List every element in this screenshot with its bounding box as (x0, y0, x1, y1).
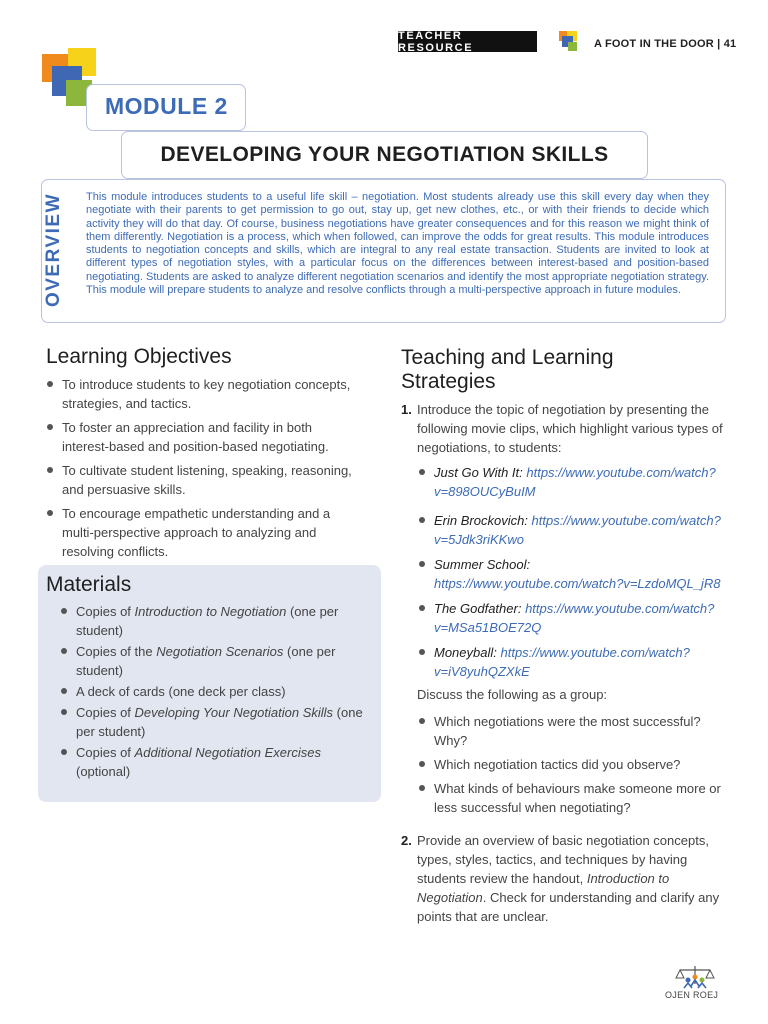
overview-label: OVERVIEW (43, 192, 64, 308)
list-item: To introduce students to key negotiation concepts, strategies, and tactics. (46, 375, 356, 413)
discussion-question-list (418, 712, 723, 822)
step-text: Provide an overview of basic negotiation concepts, types, styles, tactics, and techniques by having students review the handout, Introduction to Negotiation. Check for understanding and clarify any points that are unclear. (417, 833, 720, 924)
list-item: To encourage empathetic understanding and a multi-perspective approach to analyzing and resolving conflicts. (46, 504, 356, 561)
movie-clip-list (418, 463, 723, 687)
list-item: Summer School: https://www.youtube.com/watch?v=LzdoMQL_jR8 (418, 555, 723, 593)
list-item: A deck of cards (one deck per class) (60, 682, 370, 701)
discuss-prompt: Discuss the following as a group: (417, 687, 608, 702)
list-item: Erin Brockovich: https://www.youtube.com/watch?v=5Jdk3riKKwo (418, 511, 723, 549)
youtube-link[interactable]: https://www.youtube.com/watch?v=iV8yuhQZXkE (434, 645, 690, 679)
youtube-link[interactable]: https://www.youtube.com/watch?v=898OUCyBuIM (434, 465, 716, 499)
list-item: Copies of Introduction to Negotiation (one per student) (60, 602, 370, 640)
list-item: Just Go With It: https://www.youtube.com/watch?v=898OUCyBuIM (418, 463, 723, 501)
youtube-link[interactable]: https://www.youtube.com/watch?v=LzdoMQL_jR8 (434, 576, 721, 591)
list-item: What kinds of behaviours make someone more or less successful when negotiating? (418, 779, 723, 817)
list-item: Moneyball: https://www.youtube.com/watch?v=iV8yuhQZXkE (418, 643, 723, 681)
list-item: Copies of the Negotiation Scenarios (one per student) (60, 642, 370, 680)
list-item: Copies of Additional Negotiation Exercises (optional) (60, 743, 370, 781)
list-item: Copies of Developing Your Negotiation Skills (one per student) (60, 703, 370, 741)
materials-list (60, 602, 370, 783)
step-number: 2. (401, 833, 412, 848)
list-item: The Godfather: https://www.youtube.com/watch?v=MSa51BOE72Q (418, 599, 723, 637)
step-text: Introduce the topic of negotiation by presenting the following movie clips, which highlight various types of negotiations, to students: (417, 402, 723, 455)
list-item: Which negotiation tactics did you observe? (418, 755, 723, 774)
page-title: DEVELOPING YOUR NEGOTIATION SKILLS (160, 143, 609, 166)
module-title-box (121, 131, 648, 179)
strategy-step-1 (401, 400, 723, 457)
squares-logo-icon (559, 31, 579, 53)
teacher-resource-badge: TEACHER RESOURCE (398, 31, 537, 52)
youtube-link[interactable]: https://www.youtube.com/watch?v=MSa51BOE72Q (434, 601, 715, 635)
step-number: 1. (401, 402, 412, 417)
list-item: To foster an appreciation and facility in both interest-based and position-based negotiating. (46, 418, 356, 456)
module-label: MODULE 2 (105, 93, 228, 119)
strategy-step-2 (401, 831, 723, 926)
learning-objectives-heading: Learning Objectives (46, 345, 232, 368)
learning-objectives-list (46, 375, 356, 566)
materials-heading: Materials (46, 573, 132, 596)
list-item: To cultivate student listening, speaking, reasoning, and persuasive skills. (46, 461, 356, 499)
teaching-strategies-heading: Teaching and Learning Strategies (401, 346, 614, 393)
youtube-link[interactable]: https://www.youtube.com/watch?v=5Jdk3riKKwo (434, 513, 721, 547)
list-item: Which negotiations were the most successful? Why? (418, 712, 723, 750)
ojen-logo-text: OJEN ROEJ (665, 990, 719, 1000)
running-head: A FOOT IN THE DOOR | 41 (594, 38, 737, 50)
overview-text: This module introduces students to a useful life skill – negotiation. Most students already use this skill every day when they negotiate with their parents to get permission to go out, stay up, get new clothes, etc., or with their friends to decide which activity they will do that day. Of course, business negotiations have greater consequences and for this reason we might think of them differently. Negotiation is a process, which when followed, can improve the odds for great results. This module introduces students to negotiation concepts and skills, which are integral to any real estate transaction. Students are invited to look at different types of negotiation styles, with a particular focus on the differences between interest-based and position-based negotiating. Students are asked to analyze different negotiation scenarios and identify the most appropriate negotiation strategy. This module will prepare students to analyze and resolve conflicts through a multi-perspective approach in future modules. (86, 191, 709, 297)
